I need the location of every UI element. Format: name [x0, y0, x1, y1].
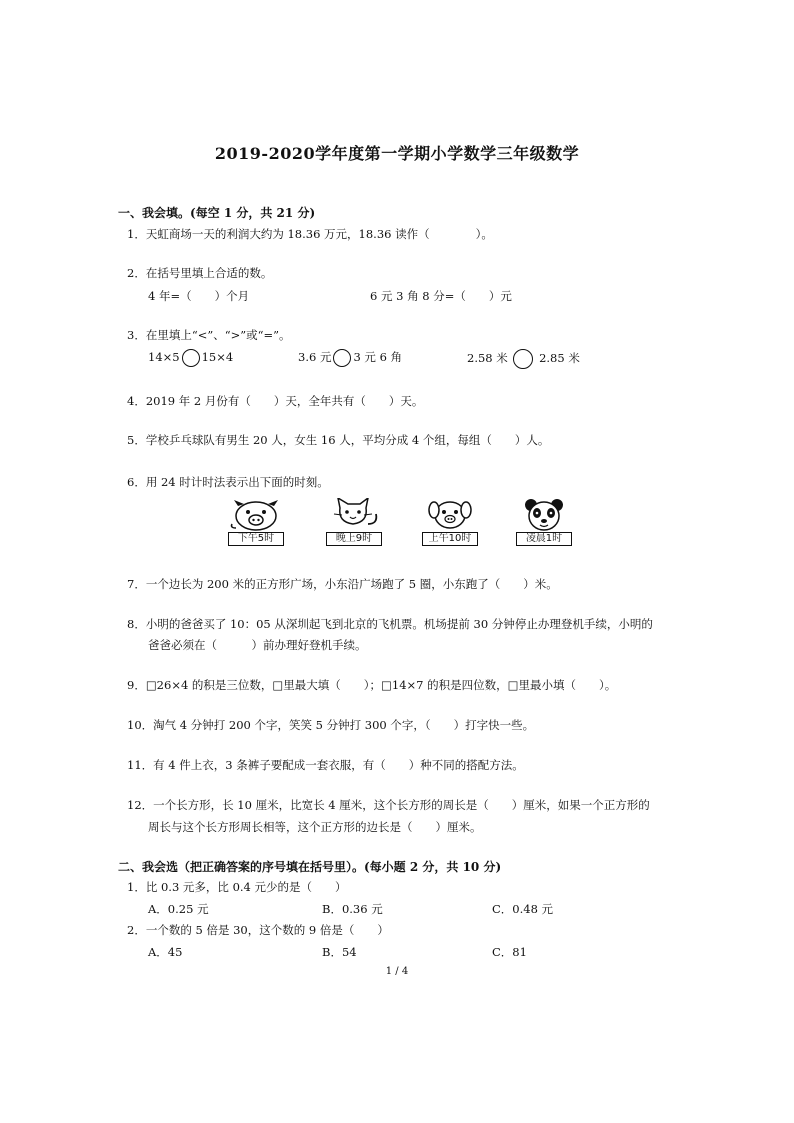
time-label: 晚上9时	[326, 532, 382, 546]
compare-circle	[333, 349, 351, 367]
section2-heading: 二、我会选（把正确答案的序号填在括号里）。(每小题 2 分，共 10 分)	[118, 860, 502, 874]
question-7: 7．一个边长为 200 米的正方形广场，小东沿广场跑了 5 圈，小东跑了（ ）米。	[127, 577, 558, 591]
time-label: 上午10时	[422, 532, 478, 546]
question-8-line2: 爸爸必须在（ ）前办理好登机手续。	[148, 638, 367, 652]
question-9: 9．□26×4 的积是三位数，□里最大填（ ）；□14×7 的积是四位数，□里最小填（ ）。	[127, 678, 617, 692]
choice-question-1: 1．比 0.3 元多，比 0.4 元少的是（ ）	[127, 880, 347, 894]
q3c-left: 2.58 米	[467, 351, 508, 365]
pig-icon	[228, 498, 284, 534]
compare-circle	[182, 349, 200, 367]
question-4: 4．2019 年 2 月份有（ ）天，全年共有（ ）天。	[127, 394, 424, 408]
q3b-right: 3 元 6 角	[353, 350, 403, 364]
compare-circle	[513, 349, 533, 369]
panda-picture	[516, 498, 572, 546]
cat-icon	[326, 498, 382, 534]
question-6: 6．用 24 时计时法表示出下面的时刻。	[127, 475, 329, 489]
time-label: 下午5时	[228, 532, 284, 546]
panda-icon	[516, 498, 572, 534]
question-2a: 4 年=（ ）个月	[148, 289, 250, 303]
question-3b	[298, 349, 402, 367]
q3b-left: 3.6 元	[298, 350, 332, 364]
option-c: C．81	[492, 945, 527, 959]
question-3: 3．在里填上“<”、“>”或“=”。	[127, 328, 291, 342]
question-8-line1: 8．小明的爸爸买了 10：05 从深圳起飞到北京的飞机票。机场提前 30 分钟停止办理登机手续，小明的	[127, 617, 653, 631]
section1-heading: 一、我会填。(每空 1 分，共 21 分)	[118, 206, 316, 220]
question-12-line1: 12．一个长方形，长 10 厘米，比宽长 4 厘米，这个长方形的周长是（ ）厘米，如果一个正方形的	[127, 798, 650, 812]
question-5: 5．学校乒乓球队有男生 20 人，女生 16 人，平均分成 4 个组，每组（ ）人。	[127, 433, 550, 447]
option-a: A．0.25 元	[148, 902, 209, 916]
question-12-line2: 周长与这个长方形周长相等，这个正方形的边长是（ ）厘米。	[148, 820, 482, 834]
q3c-right: 2.85 米	[539, 351, 580, 365]
q3a-left: 14×5	[148, 350, 180, 364]
option-c: C．0.48 元	[492, 902, 554, 916]
question-1: 1．天虹商场一天的利润大约为 18.36 万元，18.36 读作（ ）。	[127, 227, 493, 241]
question-10: 10．淘气 4 分钟打 200 个字，笑笑 5 分钟打 300 个字，（ ）打字快一些。	[127, 718, 535, 732]
time-label: 凌晨1时	[516, 532, 572, 546]
question-2: 2．在括号里填上合适的数。	[127, 266, 273, 280]
option-a: A．45	[148, 945, 183, 959]
q3a-right: 15×4	[201, 350, 234, 364]
pig-picture	[228, 498, 284, 546]
question-3c	[467, 349, 580, 369]
question-2b: 6 元 3 角 8 分=（ ）元	[370, 289, 512, 303]
dog-picture	[422, 498, 478, 546]
page-title: 2019-2020学年度第一学期小学数学三年级数学	[214, 144, 580, 163]
dog-icon	[422, 498, 478, 534]
option-b: B．0.36 元	[322, 902, 383, 916]
question-3a	[148, 349, 233, 367]
page-number: 1 / 4	[385, 966, 409, 977]
cat-picture	[326, 498, 382, 546]
option-b: B．54	[322, 945, 357, 959]
choice-question-2: 2．一个数的 5 倍是 30，这个数的 9 倍是（ ）	[127, 923, 389, 937]
question-11: 11．有 4 件上衣，3 条裤子要配成一套衣服，有（ ）种不同的搭配方法。	[127, 758, 524, 772]
